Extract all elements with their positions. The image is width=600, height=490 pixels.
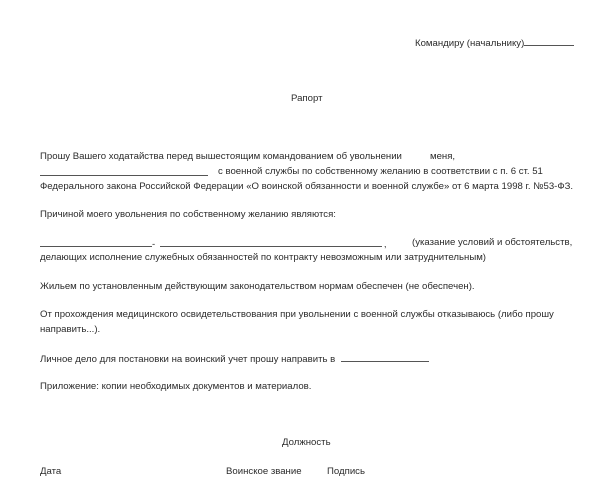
paragraph-6-text: Личное дело для постановки на воинский учет прошу направить в (40, 354, 336, 365)
paragraph-3-line-2: делающих исполнение служебных обязанностей по контракту невозможным или затруднительным) (40, 252, 487, 263)
document-title: Рапорт (291, 93, 323, 104)
paragraph-6 (40, 352, 429, 366)
paragraph-1-line-2-text: с военной службы по собственному желанию в соответствии с п. 6 ст. 51 (218, 166, 543, 177)
paragraph-5-line-2: направить...). (40, 324, 101, 335)
signature-rank: Воинское звание (226, 466, 302, 477)
addressee-text: Командиру (начальнику) (415, 38, 525, 49)
paragraph-5-line-1: От прохождения медицинского освидетельствования при увольнении с военной службы отказываюсь (либо прошу (40, 309, 554, 320)
reason-blank-2 (160, 237, 382, 247)
paragraph-4: Жильем по установленным действующим законодательством нормам обеспечен (не обеспечен). (40, 281, 475, 292)
signature-position: Должность (282, 437, 331, 448)
destination-blank (341, 352, 429, 362)
signature-date: Дата (40, 466, 62, 477)
paragraph-2: Причиной моего увольнения по собственному желанию являются: (40, 209, 336, 220)
signature-sign: Подпись (327, 466, 365, 477)
paragraph-3-line-1: - , (40, 237, 387, 251)
name-blank (40, 166, 208, 176)
paragraph-1-line-1 (40, 151, 402, 163)
reason-blank-1 (40, 237, 152, 247)
reason-separator: - (152, 239, 156, 250)
addressee-blank (524, 36, 574, 46)
paragraph-1-line-1-text: Прошу Вашего ходатайства перед вышестоящим командованием об увольнении (40, 151, 402, 162)
addressee-block (415, 36, 574, 50)
paragraph-1-line-3: Федерального закона Российской Федерации «О воинской обязанности и военной службе» от 6 марта 1998 г. №53-ФЗ. (40, 181, 574, 192)
paragraph-1-line-2 (40, 166, 208, 180)
paragraph-3-line-1-note: (указание условий и обстоятельств, (412, 237, 573, 248)
paragraph-7: Приложение: копии необходимых документов и материалов. (40, 381, 312, 392)
paragraph-1-line-1-end: меня, (430, 151, 456, 162)
